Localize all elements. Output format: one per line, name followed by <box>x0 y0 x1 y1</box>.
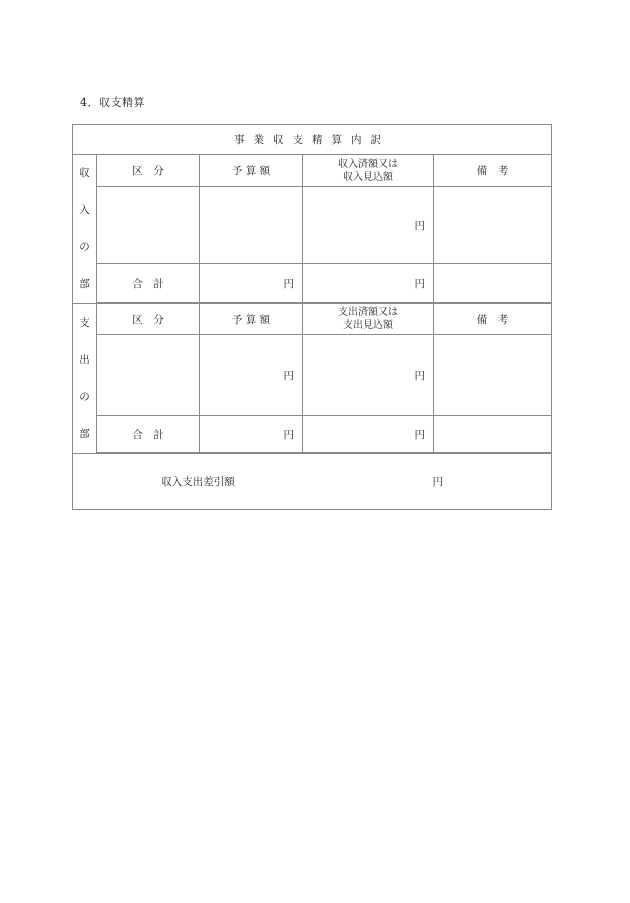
expense-side-label <box>73 304 97 454</box>
income-total-remarks-cell[interactable] <box>434 264 552 303</box>
yen-unit: 円 <box>414 369 425 382</box>
expense-side-char: の <box>79 390 90 403</box>
income-total-actual-cell[interactable] <box>303 264 434 303</box>
expense-header-row <box>73 304 552 335</box>
settlement-table <box>72 124 552 510</box>
yen-unit: 円 <box>283 277 294 290</box>
difference-unit: 円 <box>432 476 443 488</box>
yen-unit: 円 <box>414 219 425 232</box>
table-title <box>73 125 552 155</box>
yen-unit: 円 <box>414 277 425 290</box>
yen-unit: 円 <box>283 428 294 441</box>
expense-header-remarks: 備 考 <box>434 304 552 335</box>
income-header-row <box>73 155 552 187</box>
income-budget-cell[interactable] <box>200 187 303 264</box>
expense-data-row <box>73 335 552 416</box>
expense-header-category: 区 分 <box>97 304 200 335</box>
income-header-category: 区 分 <box>97 155 200 187</box>
income-data-row <box>73 187 552 264</box>
expense-header-actual <box>303 304 434 335</box>
table-title-text: 事業収支精算内訳 <box>234 134 391 146</box>
expense-actual-cell[interactable] <box>303 335 434 416</box>
difference-row <box>73 454 552 510</box>
income-total-budget-cell[interactable] <box>200 264 303 303</box>
table-title-row <box>73 125 552 155</box>
expense-side-char: 出 <box>79 353 90 366</box>
income-header-budget: 予 算 額 <box>200 155 303 187</box>
income-remarks-cell[interactable] <box>434 187 552 264</box>
expense-budget-cell[interactable] <box>200 335 303 416</box>
income-side-char: 入 <box>79 204 90 216</box>
expense-total-remarks-cell[interactable] <box>434 416 552 453</box>
expense-side-char: 部 <box>79 427 90 440</box>
income-header-actual <box>303 155 434 187</box>
income-header-remarks: 備 考 <box>434 155 552 187</box>
income-header-actual-line2: 収入見込額 <box>343 171 393 183</box>
yen-unit: 円 <box>414 428 425 441</box>
yen-unit: 円 <box>283 369 294 382</box>
income-side-char: の <box>79 241 90 253</box>
income-total-label <box>97 264 200 303</box>
expense-remarks-cell[interactable] <box>434 335 552 416</box>
expense-total-budget-cell[interactable] <box>200 416 303 453</box>
expense-total-label-text: 合 計 <box>132 428 164 441</box>
income-category-cell[interactable] <box>97 187 200 264</box>
income-side-label <box>73 155 97 304</box>
expense-header-actual-line1: 支出済額又は <box>338 307 398 318</box>
difference-cell[interactable] <box>73 454 552 510</box>
expense-header-actual-line2: 支出見込額 <box>343 320 393 331</box>
income-side-char: 部 <box>79 278 90 290</box>
income-total-row <box>73 264 552 303</box>
income-side-char: 収 <box>79 167 90 179</box>
difference-label: 収入支出差引額 <box>161 476 235 488</box>
section-title: 4．収支精算 <box>80 96 145 109</box>
income-actual-cell[interactable] <box>303 187 434 264</box>
expense-category-cell[interactable] <box>97 335 200 416</box>
income-header-actual-line1: 収入済額又は <box>338 158 398 170</box>
expense-total-actual-cell[interactable] <box>303 416 434 453</box>
expense-side-char: 支 <box>79 316 90 329</box>
expense-total-row <box>73 416 552 453</box>
expense-total-label <box>97 416 200 453</box>
expense-header-budget: 予 算 額 <box>200 304 303 335</box>
income-total-label-text: 合 計 <box>132 277 164 290</box>
